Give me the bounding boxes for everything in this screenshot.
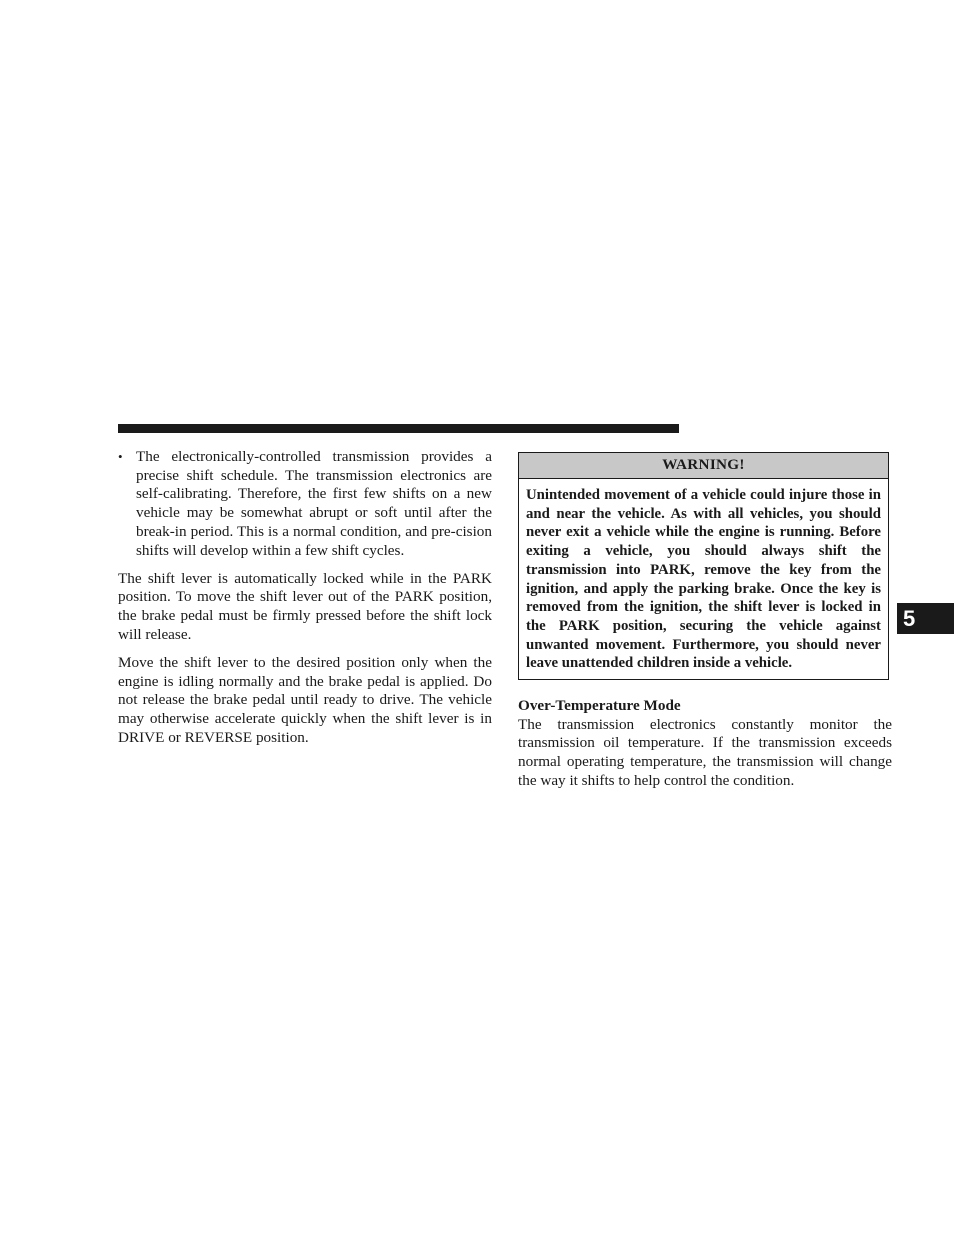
bullet-text: The electronically-controlled transmission provides a precise shift schedule. The transmission electronics are self-calibrating. Therefore, the first few shifts on a new vehicle may be somewhat abrupt or soft until after the break-in period. This is a normal condition, and pre-cision shifts will develop within a few shift cycles.: [136, 448, 492, 559]
right-column: [518, 452, 892, 791]
warning-text: Unintended movement of a vehicle could injure those in and near the vehicle. As with all vehicles, you should never exit a vehicle while the engine is running. Before exiting a vehicle, you should always shift the transmission into PARK, remove the key from the ignition, and apply the parking brake. Once the key is removed from the ignition, the shift lever is locked in the PARK position, securing the vehicle against unwanted movement. Furthermore, you should never leave unattended children inside a vehicle.: [526, 487, 881, 672]
chapter-tab: 5: [897, 603, 954, 634]
warning-box: [518, 452, 889, 680]
paragraph-shift-position: Move the shift lever to the desired position only when the engine is idling normally and the brake pedal is applied. Do not release the brake pedal until ready to drive. The vehicle may otherwise accelerate quickly when the shift lever is in DRIVE or REVERSE position.: [118, 654, 492, 746]
warning-title: WARNING!: [519, 453, 888, 479]
bullet-item: [118, 448, 492, 560]
section-heading: Over-Temperature Mode: [518, 697, 681, 715]
paragraph-shift-lock: The shift lever is automatically locked while in the PARK position. To move the shift lever out of the PARK position, the brake pedal must be firmly pressed before the shift lock will release.: [118, 569, 492, 643]
bullet-icon: •: [118, 449, 123, 464]
section-text: The transmission electronics constantly monitor the transmission oil temperature. If the transmission exceeds normal operating temperature, the transmission will change the way it shifts to help control the condition.: [518, 715, 892, 789]
left-column: [118, 448, 492, 757]
header-rule: [118, 424, 679, 433]
